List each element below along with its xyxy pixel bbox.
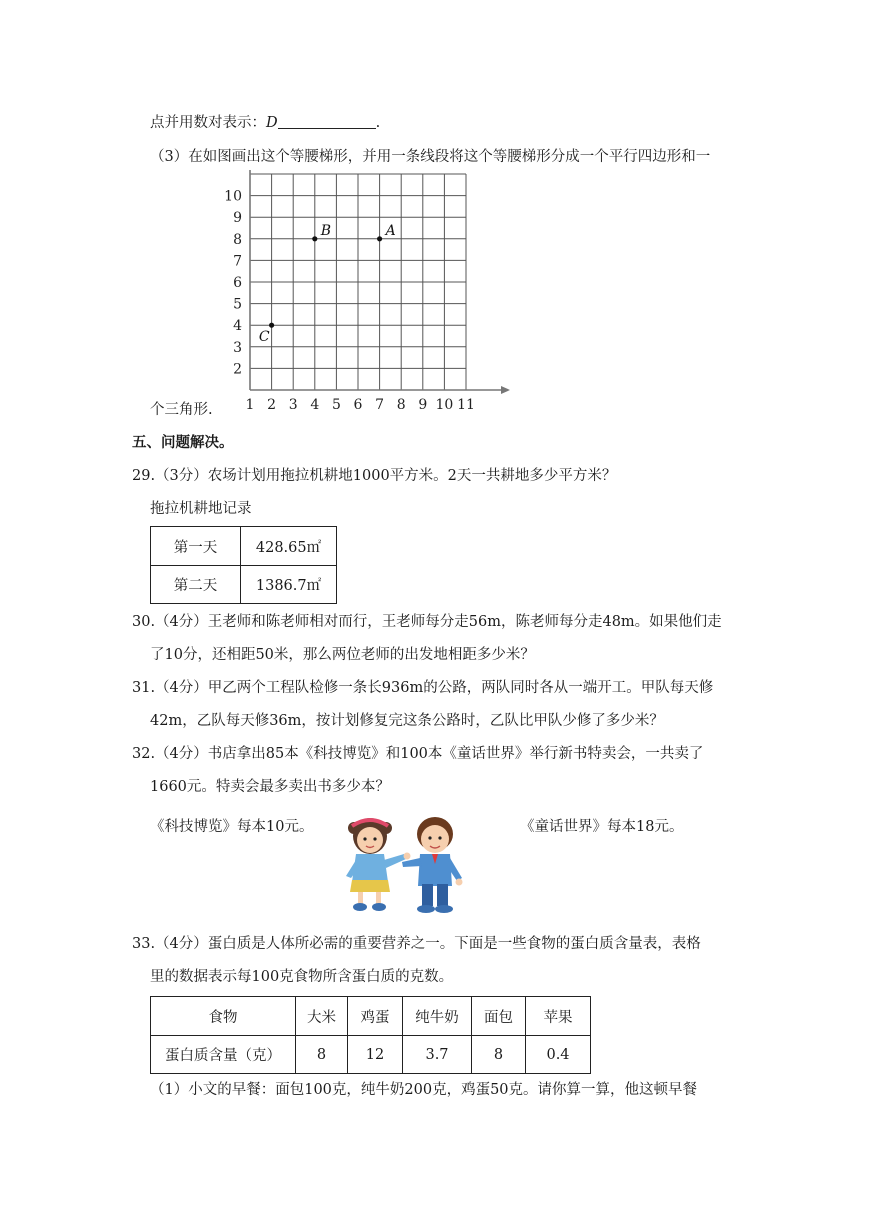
- table-row: [151, 527, 337, 566]
- x-tick-label: 8: [396, 397, 406, 413]
- y-tick-label: 6: [233, 275, 242, 291]
- q3-tail: 个三角形.: [150, 402, 213, 418]
- q32-line1: 32.（4分）书店拿出85本《科技博览》和100本《童话世界》举行新书特卖会，一共卖了: [132, 746, 704, 762]
- x-tick-label: 5: [331, 397, 341, 413]
- table-cell: 第一天: [151, 527, 241, 566]
- q33-sub1: （1）小文的早餐：面包100克，纯牛奶200克，鸡蛋50克。请你算一算，他这顿早餐: [150, 1082, 698, 1098]
- y-tick-label: 8: [233, 231, 242, 248]
- x-tick-label: 2: [267, 397, 277, 413]
- x-tick-label: 3: [288, 397, 298, 413]
- table-cell: 大米: [296, 997, 348, 1036]
- table-row: [151, 566, 337, 604]
- y-tick-label: 10: [224, 188, 242, 205]
- table-cell: 苹果: [526, 997, 591, 1036]
- point-a: [377, 236, 382, 241]
- q29-table-title: 拖拉机耕地记录: [150, 501, 252, 517]
- q32-right-note: 《童话世界》每本18元。: [520, 819, 684, 835]
- q33-line1: 33.（4分）蛋白质是人体所必需的重要营养之一。下面是一些食物的蛋白质含量表，表格: [132, 936, 701, 952]
- q33-line2: 里的数据表示每100克食物所含蛋白质的克数。: [150, 969, 454, 985]
- table-row: [151, 1036, 591, 1074]
- point-label: B: [320, 222, 332, 239]
- q31-line2: 42m，乙队每天修36m，按计划修复完这条公路时，乙队比甲队少修了多少米？: [150, 713, 664, 729]
- table-cell: 428.65㎡: [241, 527, 337, 566]
- y-tick-label: 3: [233, 339, 242, 356]
- boy-figure: [402, 817, 463, 913]
- point-label: C: [258, 329, 270, 346]
- q30-line2: 了10分，还相距50米，那么两位老师的出发地相距多少米？: [150, 647, 535, 663]
- table-cell: 12: [348, 1036, 403, 1074]
- x-tick-label: 10: [435, 397, 454, 413]
- table-cell: 面包: [472, 997, 526, 1036]
- x-tick-label: 7: [375, 397, 385, 413]
- girl-figure: [346, 818, 411, 911]
- table-cell: 1386.7㎡: [241, 566, 337, 604]
- x-tick-label: 9: [418, 397, 428, 413]
- x-tick-label: 4: [310, 397, 320, 413]
- table-row: [151, 997, 591, 1036]
- x-tick-label: 1: [245, 397, 255, 413]
- d-letter: D: [266, 115, 278, 131]
- point-label: A: [385, 222, 396, 239]
- q32-line2: 1660元。特卖会最多卖出书多少本？: [150, 779, 390, 795]
- y-tick-label: 9: [233, 210, 242, 227]
- table-cell: 蛋白质含量（克）: [151, 1036, 296, 1074]
- d-period: .: [375, 115, 381, 131]
- coordinate-grid: [222, 170, 512, 420]
- table-cell: 3.7: [403, 1036, 472, 1074]
- q32-left-note: 《科技博览》每本10元。: [150, 819, 314, 835]
- q30-line1: 30.（4分）王老师和陈老师相对而行，王老师每分走56m，陈老师每分走48m。如果他们走: [132, 614, 722, 630]
- tillage-table: [150, 526, 337, 604]
- point-b: [312, 236, 317, 241]
- y-tick-label: 4: [233, 318, 242, 335]
- y-tick-label: 2: [233, 361, 242, 378]
- table-cell: 0.4: [526, 1036, 591, 1074]
- q3-text: （3）在如图画出这个等腰梯形，并用一条线段将这个等腰梯形分成一个平行四边形和一: [150, 149, 711, 165]
- y-tick-label: 5: [233, 296, 242, 313]
- x-tick-label: 11: [457, 397, 475, 413]
- coordinate-d-line: [150, 113, 380, 133]
- section-heading: 五、问题解决。: [132, 435, 234, 451]
- x-axis-arrow-icon: [501, 386, 510, 394]
- children-illustration: [340, 812, 472, 918]
- q29-text: 29.（3分）农场计划用拖拉机耕地1000平方米。2天一共耕地多少平方米？: [132, 468, 617, 484]
- table-cell: 鸡蛋: [348, 997, 403, 1036]
- q31-line1: 31.（4分）甲乙两个工程队检修一条长936m的公路，两队同时各从一端开工。甲队每天修: [132, 680, 714, 696]
- point-c: [269, 323, 274, 328]
- x-tick-label: 6: [353, 397, 363, 413]
- protein-table: [150, 996, 591, 1074]
- table-cell: 第二天: [151, 566, 241, 604]
- table-cell: 纯牛奶: [403, 997, 472, 1036]
- answer-blank[interactable]: [278, 113, 376, 129]
- y-tick-label: 7: [233, 253, 242, 270]
- d-prompt: 点并用数对表示：: [150, 115, 266, 131]
- table-cell: 8: [296, 1036, 348, 1074]
- table-cell: 8: [472, 1036, 526, 1074]
- table-cell: 食物: [151, 997, 296, 1036]
